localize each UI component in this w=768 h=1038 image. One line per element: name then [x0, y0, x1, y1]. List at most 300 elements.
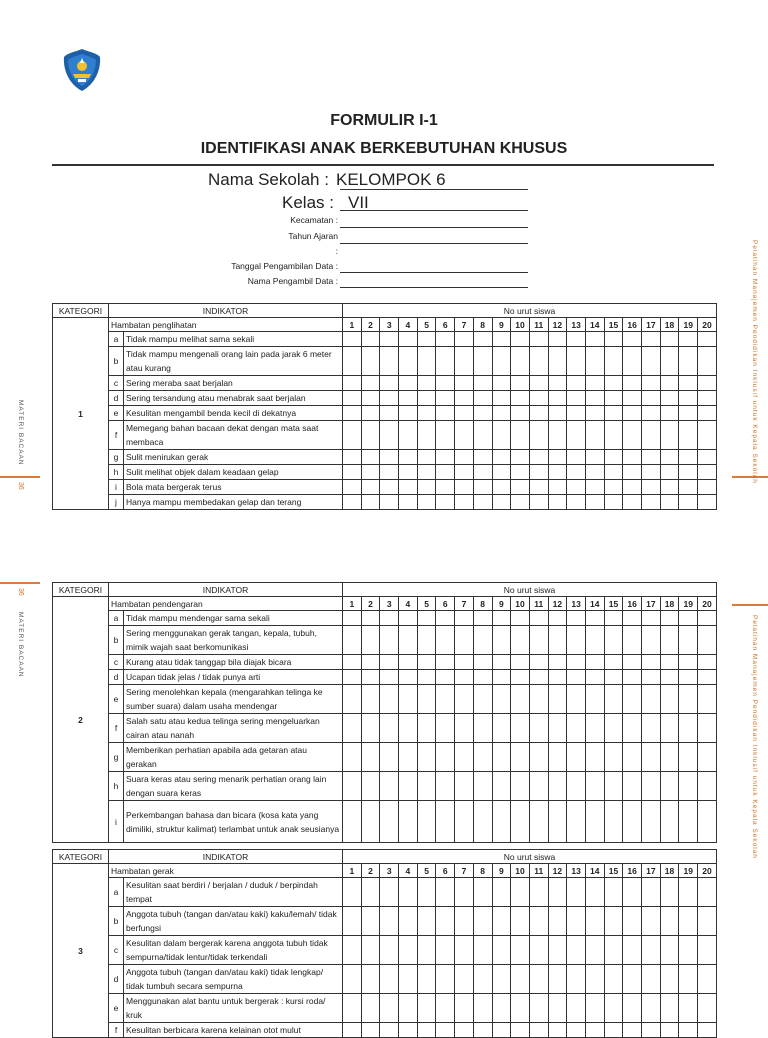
check-cell[interactable] [417, 907, 436, 936]
check-cell[interactable] [698, 743, 717, 772]
check-cell[interactable] [567, 801, 586, 843]
check-cell[interactable] [660, 347, 679, 376]
kecamatan-field[interactable] [340, 227, 528, 228]
check-cell[interactable] [417, 626, 436, 655]
check-cell[interactable] [417, 772, 436, 801]
check-cell[interactable] [623, 907, 642, 936]
check-cell[interactable] [511, 670, 530, 685]
check-cell[interactable] [698, 714, 717, 743]
check-cell[interactable] [679, 421, 698, 450]
check-cell[interactable] [679, 772, 698, 801]
check-cell[interactable] [660, 332, 679, 347]
check-cell[interactable] [642, 655, 661, 670]
check-cell[interactable] [343, 801, 362, 843]
check-cell[interactable] [623, 611, 642, 626]
check-cell[interactable] [380, 376, 399, 391]
check-cell[interactable] [604, 994, 623, 1023]
check-cell[interactable] [567, 655, 586, 670]
check-cell[interactable] [567, 406, 586, 421]
check-cell[interactable] [698, 685, 717, 714]
check-cell[interactable] [567, 626, 586, 655]
check-cell[interactable] [567, 743, 586, 772]
check-cell[interactable] [417, 376, 436, 391]
check-cell[interactable] [642, 421, 661, 450]
check-cell[interactable] [417, 406, 436, 421]
check-cell[interactable] [642, 801, 661, 843]
check-cell[interactable] [698, 994, 717, 1023]
check-cell[interactable] [679, 743, 698, 772]
check-cell[interactable] [473, 965, 492, 994]
check-cell[interactable] [623, 670, 642, 685]
check-cell[interactable] [604, 772, 623, 801]
check-cell[interactable] [361, 465, 380, 480]
check-cell[interactable] [417, 685, 436, 714]
check-cell[interactable] [548, 655, 567, 670]
check-cell[interactable] [604, 714, 623, 743]
check-cell[interactable] [642, 347, 661, 376]
check-cell[interactable] [698, 421, 717, 450]
check-cell[interactable] [492, 611, 511, 626]
check-cell[interactable] [604, 480, 623, 495]
check-cell[interactable] [585, 1023, 604, 1038]
check-cell[interactable] [548, 965, 567, 994]
check-cell[interactable] [585, 936, 604, 965]
class-value[interactable]: VII [348, 193, 369, 212]
check-cell[interactable] [567, 611, 586, 626]
check-cell[interactable] [436, 685, 455, 714]
check-cell[interactable] [511, 685, 530, 714]
check-cell[interactable] [492, 772, 511, 801]
check-cell[interactable] [436, 406, 455, 421]
check-cell[interactable] [698, 670, 717, 685]
check-cell[interactable] [361, 801, 380, 843]
check-cell[interactable] [548, 801, 567, 843]
check-cell[interactable] [529, 936, 548, 965]
check-cell[interactable] [455, 465, 474, 480]
check-cell[interactable] [567, 480, 586, 495]
check-cell[interactable] [492, 450, 511, 465]
check-cell[interactable] [642, 391, 661, 406]
check-cell[interactable] [343, 878, 362, 907]
check-cell[interactable] [417, 670, 436, 685]
check-cell[interactable] [473, 450, 492, 465]
check-cell[interactable] [623, 391, 642, 406]
check-cell[interactable] [399, 626, 418, 655]
check-cell[interactable] [380, 772, 399, 801]
check-cell[interactable] [343, 936, 362, 965]
check-cell[interactable] [417, 1023, 436, 1038]
check-cell[interactable] [492, 801, 511, 843]
check-cell[interactable] [585, 376, 604, 391]
check-cell[interactable] [679, 332, 698, 347]
check-cell[interactable] [492, 347, 511, 376]
check-cell[interactable] [473, 714, 492, 743]
check-cell[interactable] [511, 391, 530, 406]
check-cell[interactable] [623, 714, 642, 743]
check-cell[interactable] [380, 421, 399, 450]
check-cell[interactable] [399, 685, 418, 714]
check-cell[interactable] [529, 685, 548, 714]
check-cell[interactable] [492, 1023, 511, 1038]
check-cell[interactable] [529, 406, 548, 421]
check-cell[interactable] [343, 421, 362, 450]
check-cell[interactable] [473, 611, 492, 626]
check-cell[interactable] [380, 391, 399, 406]
check-cell[interactable] [604, 801, 623, 843]
check-cell[interactable] [473, 994, 492, 1023]
check-cell[interactable] [455, 611, 474, 626]
check-cell[interactable] [548, 332, 567, 347]
check-cell[interactable] [679, 495, 698, 510]
check-cell[interactable] [604, 907, 623, 936]
check-cell[interactable] [436, 450, 455, 465]
check-cell[interactable] [585, 347, 604, 376]
check-cell[interactable] [492, 480, 511, 495]
check-cell[interactable] [604, 655, 623, 670]
check-cell[interactable] [361, 965, 380, 994]
check-cell[interactable] [567, 347, 586, 376]
check-cell[interactable] [642, 743, 661, 772]
check-cell[interactable] [698, 611, 717, 626]
check-cell[interactable] [623, 772, 642, 801]
check-cell[interactable] [642, 450, 661, 465]
check-cell[interactable] [567, 465, 586, 480]
check-cell[interactable] [473, 1023, 492, 1038]
check-cell[interactable] [380, 655, 399, 670]
check-cell[interactable] [623, 743, 642, 772]
check-cell[interactable] [343, 714, 362, 743]
check-cell[interactable] [567, 965, 586, 994]
check-cell[interactable] [604, 743, 623, 772]
check-cell[interactable] [585, 332, 604, 347]
check-cell[interactable] [585, 714, 604, 743]
check-cell[interactable] [399, 332, 418, 347]
check-cell[interactable] [642, 878, 661, 907]
check-cell[interactable] [567, 772, 586, 801]
check-cell[interactable] [567, 878, 586, 907]
check-cell[interactable] [473, 480, 492, 495]
check-cell[interactable] [473, 685, 492, 714]
check-cell[interactable] [380, 936, 399, 965]
check-cell[interactable] [679, 655, 698, 670]
check-cell[interactable] [436, 743, 455, 772]
check-cell[interactable] [548, 495, 567, 510]
check-cell[interactable] [492, 936, 511, 965]
check-cell[interactable] [548, 611, 567, 626]
check-cell[interactable] [548, 421, 567, 450]
check-cell[interactable] [698, 465, 717, 480]
check-cell[interactable] [585, 480, 604, 495]
check-cell[interactable] [604, 626, 623, 655]
check-cell[interactable] [698, 936, 717, 965]
check-cell[interactable] [623, 994, 642, 1023]
check-cell[interactable] [623, 480, 642, 495]
check-cell[interactable] [660, 406, 679, 421]
check-cell[interactable] [436, 347, 455, 376]
check-cell[interactable] [455, 936, 474, 965]
check-cell[interactable] [660, 495, 679, 510]
check-cell[interactable] [529, 376, 548, 391]
check-cell[interactable] [417, 936, 436, 965]
check-cell[interactable] [604, 1023, 623, 1038]
check-cell[interactable] [604, 376, 623, 391]
check-cell[interactable] [642, 772, 661, 801]
check-cell[interactable] [660, 421, 679, 450]
check-cell[interactable] [698, 480, 717, 495]
check-cell[interactable] [604, 495, 623, 510]
check-cell[interactable] [473, 495, 492, 510]
check-cell[interactable] [380, 332, 399, 347]
check-cell[interactable] [642, 714, 661, 743]
check-cell[interactable] [417, 450, 436, 465]
check-cell[interactable] [399, 376, 418, 391]
check-cell[interactable] [417, 994, 436, 1023]
check-cell[interactable] [343, 450, 362, 465]
check-cell[interactable] [585, 611, 604, 626]
check-cell[interactable] [567, 1023, 586, 1038]
check-cell[interactable] [399, 450, 418, 465]
check-cell[interactable] [361, 714, 380, 743]
check-cell[interactable] [511, 626, 530, 655]
check-cell[interactable] [417, 495, 436, 510]
check-cell[interactable] [529, 450, 548, 465]
check-cell[interactable] [698, 391, 717, 406]
check-cell[interactable] [548, 670, 567, 685]
check-cell[interactable] [623, 626, 642, 655]
check-cell[interactable] [492, 714, 511, 743]
check-cell[interactable] [679, 878, 698, 907]
check-cell[interactable] [511, 936, 530, 965]
check-cell[interactable] [698, 376, 717, 391]
check-cell[interactable] [623, 801, 642, 843]
check-cell[interactable] [585, 685, 604, 714]
check-cell[interactable] [698, 495, 717, 510]
check-cell[interactable] [511, 376, 530, 391]
check-cell[interactable] [361, 406, 380, 421]
check-cell[interactable] [399, 480, 418, 495]
check-cell[interactable] [492, 626, 511, 655]
check-cell[interactable] [492, 421, 511, 450]
check-cell[interactable] [642, 907, 661, 936]
check-cell[interactable] [492, 332, 511, 347]
check-cell[interactable] [492, 655, 511, 670]
check-cell[interactable] [473, 421, 492, 450]
check-cell[interactable] [473, 376, 492, 391]
check-cell[interactable] [529, 391, 548, 406]
check-cell[interactable] [473, 347, 492, 376]
check-cell[interactable] [548, 626, 567, 655]
check-cell[interactable] [660, 714, 679, 743]
check-cell[interactable] [417, 421, 436, 450]
check-cell[interactable] [436, 332, 455, 347]
check-cell[interactable] [492, 376, 511, 391]
check-cell[interactable] [567, 376, 586, 391]
check-cell[interactable] [417, 801, 436, 843]
check-cell[interactable] [399, 670, 418, 685]
check-cell[interactable] [548, 347, 567, 376]
check-cell[interactable] [492, 994, 511, 1023]
check-cell[interactable] [380, 670, 399, 685]
check-cell[interactable] [548, 376, 567, 391]
check-cell[interactable] [380, 907, 399, 936]
check-cell[interactable] [455, 1023, 474, 1038]
check-cell[interactable] [361, 480, 380, 495]
check-cell[interactable] [604, 936, 623, 965]
check-cell[interactable] [417, 714, 436, 743]
check-cell[interactable] [361, 907, 380, 936]
check-cell[interactable] [642, 685, 661, 714]
check-cell[interactable] [417, 878, 436, 907]
check-cell[interactable] [380, 878, 399, 907]
check-cell[interactable] [399, 421, 418, 450]
check-cell[interactable] [623, 655, 642, 670]
check-cell[interactable] [399, 495, 418, 510]
check-cell[interactable] [455, 685, 474, 714]
check-cell[interactable] [529, 714, 548, 743]
check-cell[interactable] [660, 480, 679, 495]
check-cell[interactable] [529, 670, 548, 685]
check-cell[interactable] [361, 685, 380, 714]
check-cell[interactable] [361, 347, 380, 376]
check-cell[interactable] [361, 626, 380, 655]
check-cell[interactable] [604, 878, 623, 907]
check-cell[interactable] [361, 1023, 380, 1038]
check-cell[interactable] [473, 936, 492, 965]
check-cell[interactable] [492, 465, 511, 480]
check-cell[interactable] [529, 480, 548, 495]
check-cell[interactable] [455, 626, 474, 655]
pengambil-field[interactable] [340, 287, 528, 288]
check-cell[interactable] [399, 1023, 418, 1038]
check-cell[interactable] [567, 670, 586, 685]
check-cell[interactable] [604, 347, 623, 376]
check-cell[interactable] [585, 421, 604, 450]
check-cell[interactable] [548, 994, 567, 1023]
check-cell[interactable] [399, 936, 418, 965]
check-cell[interactable] [511, 450, 530, 465]
check-cell[interactable] [567, 332, 586, 347]
check-cell[interactable] [529, 907, 548, 936]
check-cell[interactable] [529, 611, 548, 626]
check-cell[interactable] [455, 714, 474, 743]
check-cell[interactable] [511, 611, 530, 626]
check-cell[interactable] [436, 936, 455, 965]
check-cell[interactable] [567, 421, 586, 450]
check-cell[interactable] [548, 878, 567, 907]
check-cell[interactable] [623, 406, 642, 421]
check-cell[interactable] [698, 907, 717, 936]
check-cell[interactable] [343, 465, 362, 480]
check-cell[interactable] [642, 965, 661, 994]
check-cell[interactable] [455, 907, 474, 936]
check-cell[interactable] [604, 391, 623, 406]
check-cell[interactable] [361, 936, 380, 965]
check-cell[interactable] [548, 465, 567, 480]
check-cell[interactable] [417, 332, 436, 347]
check-cell[interactable] [623, 495, 642, 510]
check-cell[interactable] [642, 670, 661, 685]
check-cell[interactable] [511, 878, 530, 907]
check-cell[interactable] [473, 391, 492, 406]
check-cell[interactable] [473, 801, 492, 843]
check-cell[interactable] [455, 965, 474, 994]
check-cell[interactable] [380, 495, 399, 510]
check-cell[interactable] [679, 965, 698, 994]
school-value[interactable]: KELOMPOK 6 [336, 170, 446, 189]
check-cell[interactable] [436, 772, 455, 801]
check-cell[interactable] [511, 421, 530, 450]
check-cell[interactable] [604, 406, 623, 421]
check-cell[interactable] [361, 376, 380, 391]
check-cell[interactable] [343, 907, 362, 936]
check-cell[interactable] [436, 626, 455, 655]
check-cell[interactable] [698, 772, 717, 801]
check-cell[interactable] [473, 670, 492, 685]
check-cell[interactable] [604, 611, 623, 626]
check-cell[interactable] [343, 772, 362, 801]
check-cell[interactable] [511, 347, 530, 376]
check-cell[interactable] [623, 936, 642, 965]
check-cell[interactable] [698, 965, 717, 994]
check-cell[interactable] [567, 994, 586, 1023]
check-cell[interactable] [380, 714, 399, 743]
check-cell[interactable] [455, 480, 474, 495]
check-cell[interactable] [436, 495, 455, 510]
check-cell[interactable] [399, 347, 418, 376]
check-cell[interactable] [585, 743, 604, 772]
check-cell[interactable] [492, 965, 511, 994]
check-cell[interactable] [417, 391, 436, 406]
check-cell[interactable] [399, 611, 418, 626]
check-cell[interactable] [343, 332, 362, 347]
check-cell[interactable] [660, 994, 679, 1023]
check-cell[interactable] [529, 495, 548, 510]
check-cell[interactable] [698, 878, 717, 907]
check-cell[interactable] [548, 772, 567, 801]
check-cell[interactable] [623, 1023, 642, 1038]
check-cell[interactable] [679, 907, 698, 936]
check-cell[interactable] [679, 685, 698, 714]
check-cell[interactable] [436, 670, 455, 685]
check-cell[interactable] [399, 772, 418, 801]
check-cell[interactable] [399, 465, 418, 480]
check-cell[interactable] [585, 965, 604, 994]
check-cell[interactable] [529, 421, 548, 450]
check-cell[interactable] [361, 670, 380, 685]
check-cell[interactable] [436, 714, 455, 743]
check-cell[interactable] [604, 965, 623, 994]
check-cell[interactable] [343, 480, 362, 495]
check-cell[interactable] [436, 801, 455, 843]
tanggal-field[interactable] [340, 272, 528, 273]
check-cell[interactable] [343, 626, 362, 655]
check-cell[interactable] [361, 611, 380, 626]
check-cell[interactable] [361, 743, 380, 772]
check-cell[interactable] [698, 626, 717, 655]
check-cell[interactable] [567, 495, 586, 510]
check-cell[interactable] [529, 878, 548, 907]
check-cell[interactable] [473, 743, 492, 772]
check-cell[interactable] [455, 994, 474, 1023]
check-cell[interactable] [604, 421, 623, 450]
check-cell[interactable] [548, 936, 567, 965]
check-cell[interactable] [679, 376, 698, 391]
check-cell[interactable] [511, 965, 530, 994]
check-cell[interactable] [679, 670, 698, 685]
check-cell[interactable] [492, 391, 511, 406]
check-cell[interactable] [436, 465, 455, 480]
check-cell[interactable] [698, 450, 717, 465]
